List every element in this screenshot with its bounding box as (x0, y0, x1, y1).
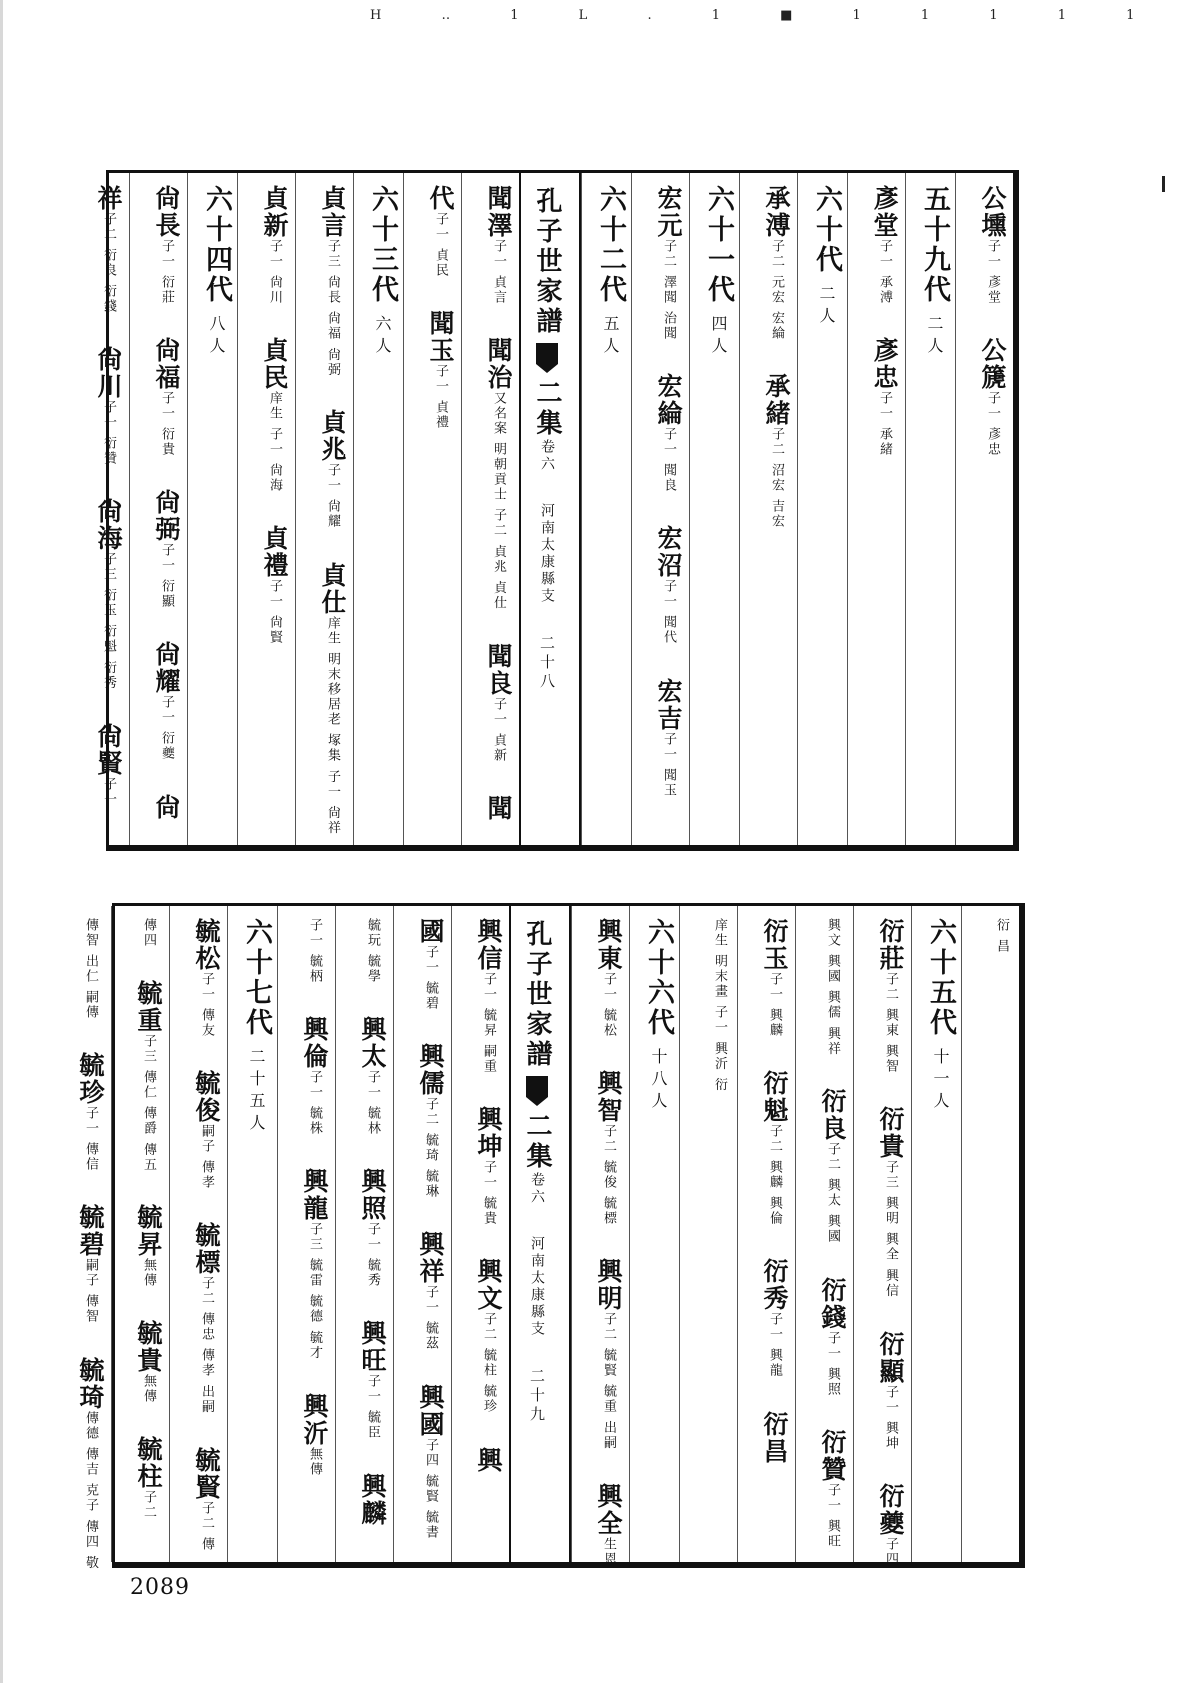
person-name: 興國 (416, 1383, 445, 1438)
person-note: 子二 傳忠 傳孝 出嗣 (199, 1276, 214, 1415)
person-note: 子三 傳仁 傳爵 傳五 (141, 1034, 156, 1173)
person-entry (358, 1016, 387, 1168)
person-column (461, 173, 519, 845)
person-name: 彥忠 (870, 337, 899, 392)
generation-heading (689, 173, 739, 845)
person-column (961, 906, 1019, 1562)
person-note: 嗣子 傳孝 (199, 1124, 214, 1191)
person-note: 子一 尙川 (267, 239, 282, 306)
generation-heading (797, 173, 847, 845)
person-column (853, 906, 911, 1567)
person-name: 興明 (594, 1258, 623, 1313)
person-note: 庠生 明末畫 子一 興沂 衍 (712, 918, 727, 1093)
person-entry (300, 1168, 329, 1392)
person-entry (484, 642, 513, 795)
person-note: 子一 衍顯 (159, 543, 174, 610)
person-note: 子二 元宏 宏綸 (769, 239, 784, 342)
generation-label: 六十三代 (367, 185, 398, 305)
generation-label: 六十七代 (241, 918, 272, 1038)
person-name: 衍錢 (818, 1276, 847, 1331)
person-entry (134, 980, 163, 1204)
person-name: 宏元 (654, 185, 683, 239)
person-name: 尙賢 (94, 722, 123, 777)
person-note: 傳四 (141, 918, 156, 948)
person-name: 尙弼 (152, 489, 181, 544)
person-note: 子二 毓柱 毓珍 (481, 1312, 496, 1415)
person-entry (152, 793, 181, 853)
person-entry (654, 373, 683, 525)
person-entry (978, 185, 1007, 337)
person-name: 興龍 (300, 1168, 329, 1223)
person-name: 聞治 (484, 337, 513, 392)
person-note: 子三 尙長 尙福 尙弼 (325, 239, 340, 378)
person-entry (94, 185, 123, 346)
fish-tail-ornament (526, 1076, 548, 1106)
person-note: 子一 衍贊 (101, 400, 116, 467)
person-column (335, 906, 393, 1562)
person-entry (654, 185, 683, 373)
person-name: 公壎 (978, 185, 1007, 239)
person-name: 衍玉 (760, 918, 789, 972)
person-entry (152, 641, 181, 793)
person-note: 子一 興照 (825, 1330, 840, 1397)
person-name: 彥堂 (870, 185, 899, 239)
generation-heading (187, 173, 237, 845)
person-note: 生恩 (601, 1536, 616, 1567)
generation-heading (353, 173, 403, 845)
person-column (169, 906, 227, 1562)
person-column (53, 906, 111, 1571)
generation-heading (227, 906, 277, 1562)
person-entry (484, 185, 513, 337)
person-entry (300, 1016, 329, 1168)
person-name: 興信 (474, 918, 503, 972)
generation-label: 六十代 (811, 185, 842, 275)
person-note: 子一 毓碧 (423, 945, 438, 1012)
person-name: 衍昌 (760, 1410, 789, 1465)
person-name: 興祥 (416, 1231, 445, 1286)
person-name: 尙長 (152, 185, 181, 239)
person-entry (594, 1258, 623, 1482)
person-note: 子一 毓松 (601, 972, 616, 1039)
person-column (739, 173, 797, 845)
person-note: 子一 毓昇 嗣重 (481, 972, 496, 1075)
person-note: 子一 彥堂 (985, 239, 1000, 306)
person-note: 子一 傳友 (199, 972, 214, 1039)
person-name: 貞兆 (318, 409, 347, 464)
person-note: 子二 毓琦 毓琳 (423, 1097, 438, 1200)
person-column (631, 173, 689, 845)
page-number: 2089 (130, 1575, 190, 1600)
person-name: 聞 (484, 794, 513, 822)
person-note: 子二 興東 興智 (883, 972, 898, 1075)
person-entry (760, 1258, 789, 1410)
person-name: 衍夔 (876, 1482, 905, 1537)
person-entry (134, 1436, 163, 1552)
person-entry (192, 1222, 221, 1446)
person-entry (139, 918, 158, 980)
person-entry (192, 918, 221, 1070)
person-name: 尙川 (94, 346, 123, 401)
person-entry (876, 1482, 905, 1599)
person-entry (760, 918, 789, 1070)
person-entry (818, 1276, 847, 1429)
person-name: 毓琦 (76, 1356, 105, 1411)
person-name: 毓碧 (76, 1204, 105, 1259)
person-entry (978, 337, 1007, 489)
person-name: 公篪 (978, 337, 1007, 392)
person-note: 又名案 明朝貢士 子二 貞兆 貞仕 (491, 391, 506, 611)
person-entry (474, 1106, 503, 1258)
volume-label: 卷六 (529, 1172, 545, 1206)
person-name: 興照 (358, 1168, 387, 1223)
person-column (393, 906, 451, 1562)
person-name: 尙 (152, 793, 181, 821)
person-note: 子一 承溥 (877, 239, 892, 306)
generation-label: 五十九代 (919, 185, 950, 305)
person-name: 尙耀 (152, 641, 181, 696)
person-entry (81, 918, 100, 1052)
person-entry (260, 525, 289, 677)
person-column (737, 906, 795, 1562)
person-name: 貞仕 (318, 561, 347, 616)
person-note: 無傳 (141, 1374, 156, 1405)
person-note: 嗣子 傳智 (83, 1258, 98, 1325)
person-name: 衍魁 (760, 1070, 789, 1125)
person-column (111, 906, 169, 1562)
person-name: 興太 (358, 1016, 387, 1071)
person-note: 子一 傳信 (83, 1106, 98, 1173)
person-entry (876, 1106, 905, 1330)
collection-label: 二集 (522, 1112, 552, 1172)
person-column (237, 173, 295, 845)
person-name: 聞玉 (426, 310, 455, 365)
person-note: 毓玩 毓學 (365, 918, 380, 985)
person-entry (594, 918, 623, 1070)
person-note: 子二 傳 (199, 1500, 214, 1552)
person-entry (94, 722, 123, 839)
generation-count: 二人 (925, 315, 944, 359)
person-entry (474, 1446, 503, 1506)
person-name: 毓賢 (192, 1446, 221, 1501)
person-entry (876, 1330, 905, 1483)
person-entry (76, 1052, 105, 1204)
generation-count: 五人 (601, 315, 620, 359)
person-name: 貞民 (260, 337, 289, 392)
person-name: 衍顯 (876, 1330, 905, 1385)
person-note: 子二 毓賢 毓重 出嗣 (601, 1312, 616, 1451)
person-note: 子一 聞玉 (661, 731, 676, 798)
person-name: 衍良 (818, 1088, 847, 1143)
person-entry (416, 1383, 445, 1572)
generation-label: 六十四代 (201, 185, 232, 305)
cropped-header-strip: H ‥ 1 L . 1 ■ 1 1 1 1 1 (370, 8, 1163, 23)
person-name: 興沂 (300, 1392, 329, 1447)
branch-label: 河南太康縣支 (529, 1236, 545, 1338)
person-note: 子一 興麟 (767, 972, 782, 1039)
person-column (795, 906, 853, 1562)
person-entry (594, 1070, 623, 1258)
person-note: 子一 (101, 776, 116, 807)
person-entry (318, 185, 347, 409)
person-column (277, 906, 335, 1562)
person-name: 聞良 (484, 642, 513, 697)
person-note: 子一 興龍 (767, 1312, 782, 1379)
person-note: 庠生 子一 尙海 (267, 391, 282, 494)
person-column (71, 173, 129, 845)
person-note: 興文 興國 興儒 興祥 (825, 918, 840, 1057)
person-name: 興旺 (358, 1320, 387, 1375)
person-note: 子一 聞代 (661, 579, 676, 646)
person-name: 毓松 (192, 918, 221, 972)
person-note: 子二 興麟 興倫 (767, 1124, 782, 1227)
person-entry (260, 185, 289, 337)
folio-number: 二十九 (528, 1368, 546, 1425)
person-entry (426, 310, 455, 462)
person-entry (152, 185, 181, 337)
person-entry (192, 1446, 221, 1584)
person-name: 興文 (474, 1258, 503, 1313)
person-entry (484, 337, 513, 643)
person-column (403, 173, 461, 845)
person-entry (76, 1204, 105, 1356)
person-name: 宏綸 (654, 373, 683, 428)
person-entry (870, 185, 899, 337)
person-entry (426, 185, 455, 310)
person-entry (654, 677, 683, 830)
generation-count: 十八人 (649, 1048, 668, 1114)
person-entry (823, 918, 842, 1088)
person-note: 子一 衍貴 (159, 391, 174, 458)
person-entry (474, 918, 503, 1106)
person-note: 子一 毓貴 (481, 1160, 496, 1227)
person-name: 貞新 (260, 185, 289, 239)
person-entry (760, 1070, 789, 1258)
scan-mark (1162, 176, 1165, 192)
person-note: 子二 毓俊 毓標 (601, 1124, 616, 1227)
person-note: 子一 貞言 (491, 239, 506, 306)
person-entry (134, 1320, 163, 1436)
person-note: 衍 昌 (994, 918, 1009, 955)
person-entry (192, 1070, 221, 1222)
person-name: 尙海 (94, 498, 123, 553)
person-note: 子三 毓雷 毓德 毓才 (307, 1222, 322, 1361)
person-note: 子二 沼宏 吉宏 (769, 427, 784, 530)
person-note: 子三 衍玉 衍魁 衍秀 (101, 552, 116, 691)
person-note: 子一 貞民 (433, 212, 448, 279)
person-note: 子一 尙耀 (325, 463, 340, 530)
person-entry (358, 1320, 387, 1472)
person-entry (318, 561, 347, 868)
person-name: 興坤 (474, 1106, 503, 1161)
generation-label: 六十一代 (703, 185, 734, 305)
person-column (295, 173, 353, 845)
person-entry (762, 373, 791, 561)
person-name: 承溥 (762, 185, 791, 239)
person-entry (992, 918, 1011, 986)
generation-heading (581, 173, 631, 845)
person-column (679, 906, 737, 1562)
person-entry (318, 409, 347, 561)
person-note: 子一 毓林 (365, 1070, 380, 1137)
person-entry (94, 498, 123, 722)
book-title-banner (519, 173, 581, 845)
person-column (129, 173, 187, 845)
book-title-banner (509, 906, 571, 1562)
person-note: 子二 衍良 衍錢 (101, 212, 116, 315)
person-note: 子二 澤聞 治聞 (661, 239, 676, 342)
generation-heading (629, 906, 679, 1562)
person-name: 興儒 (416, 1043, 445, 1098)
person-note: 子二 興太 興國 (825, 1142, 840, 1245)
person-name: 貞禮 (260, 525, 289, 580)
generation-count: 二人 (817, 285, 836, 329)
person-name: 祥 (94, 185, 123, 212)
generation-label: 六十五代 (925, 918, 956, 1038)
person-entry (416, 1231, 445, 1383)
book-title: 孔子世家譜 (522, 920, 552, 1070)
person-entry (818, 1428, 847, 1581)
generation-label: 六十二代 (595, 185, 626, 305)
person-name: 尙福 (152, 337, 181, 392)
person-note: 子一 承緒 (877, 391, 892, 458)
person-entry (818, 1088, 847, 1276)
person-note: 子一 彥忠 (985, 391, 1000, 458)
upper-page (94, 170, 1019, 851)
person-entry (152, 337, 181, 489)
person-note: 子一 毓秀 (365, 1222, 380, 1289)
person-note: 子一 聞良 (661, 427, 676, 494)
scan-left-edge (0, 0, 3, 1683)
person-entry (305, 918, 324, 1016)
person-note: 子一 毓柄 (307, 918, 322, 985)
person-note: 子一 衍夔 (159, 695, 174, 762)
generation-count: 二十五人 (247, 1048, 266, 1136)
person-entry (594, 1482, 623, 1599)
person-entry (710, 918, 729, 1125)
person-note: 子一 興旺 (825, 1482, 840, 1549)
person-name: 宏沼 (654, 525, 683, 580)
folio-number: 二十八 (538, 635, 556, 692)
person-entry (416, 918, 445, 1043)
person-name: 毓貴 (134, 1320, 163, 1375)
person-note: 無傳 (141, 1258, 156, 1289)
lower-page (76, 903, 1025, 1571)
person-entry (76, 1356, 105, 1603)
person-name: 毓重 (134, 980, 163, 1034)
person-entry (358, 1168, 387, 1320)
fish-tail-ornament (536, 343, 558, 373)
person-note: 子四 (883, 1536, 898, 1567)
person-name: 貞言 (318, 185, 347, 239)
person-note: 子一 毓株 (307, 1070, 322, 1137)
generation-heading (905, 173, 955, 845)
person-column (847, 173, 905, 845)
generation-count: 六人 (373, 315, 392, 359)
generation-label: 六十六代 (643, 918, 674, 1038)
person-note: 傳德 傳吉 克子 傳四 敬 (83, 1410, 98, 1571)
person-note: 子三 興明 興全 興信 (883, 1160, 898, 1299)
person-name: 興東 (594, 918, 623, 972)
person-name: 衍秀 (760, 1258, 789, 1313)
person-column (955, 173, 1013, 845)
person-entry (762, 185, 791, 373)
person-name: 毓昇 (134, 1204, 163, 1259)
person-name: 毓俊 (192, 1070, 221, 1125)
generation-count: 八人 (207, 315, 226, 359)
generation-count: 四人 (709, 315, 728, 359)
person-name: 興全 (594, 1482, 623, 1537)
person-note: 庠生 明末移居老 塚集 子一 尙祥 (325, 615, 340, 836)
collection-label: 二集 (532, 379, 562, 439)
person-name: 興 (474, 1446, 503, 1474)
person-note: 子一 衍莊 (159, 239, 174, 306)
person-name: 毓柱 (134, 1436, 163, 1491)
person-entry (416, 1043, 445, 1231)
volume-label: 卷六 (539, 439, 555, 473)
branch-label: 河南太康縣支 (539, 503, 555, 605)
person-note: 傳智 出仁 嗣傳 (83, 918, 98, 1021)
person-entry (474, 1258, 503, 1446)
person-name: 興倫 (300, 1016, 329, 1071)
person-note: 子四 毓賢 毓書 (423, 1437, 438, 1540)
person-entry (260, 337, 289, 525)
person-name: 興智 (594, 1070, 623, 1125)
person-entry (484, 794, 513, 854)
generation-heading (911, 906, 961, 1562)
person-name: 代 (426, 185, 455, 212)
person-note: 子一 貞新 (491, 696, 506, 763)
person-entry (152, 489, 181, 641)
person-note: 子一 毓茲 (423, 1285, 438, 1352)
person-name: 衍莊 (876, 918, 905, 972)
person-name: 興麟 (358, 1472, 387, 1527)
person-name: 聞澤 (484, 185, 513, 239)
person-entry (94, 346, 123, 498)
person-name: 承緒 (762, 373, 791, 428)
person-note: 無傳 (307, 1446, 322, 1477)
person-entry (876, 918, 905, 1106)
person-entry (363, 918, 382, 1016)
person-entry (870, 337, 899, 489)
person-name: 毓珍 (76, 1052, 105, 1107)
person-note: 子一 尙賢 (267, 579, 282, 646)
person-name: 衍贊 (818, 1428, 847, 1483)
person-entry (654, 525, 683, 677)
person-name: 衍貴 (876, 1106, 905, 1161)
person-name: 國 (416, 918, 445, 945)
person-entry (358, 1472, 387, 1559)
person-entry (134, 1204, 163, 1320)
person-name: 毓標 (192, 1222, 221, 1277)
person-note: 子一 興坤 (883, 1384, 898, 1451)
book-title: 孔子世家譜 (532, 187, 562, 337)
person-name: 宏吉 (654, 677, 683, 732)
person-note: 子一 毓臣 (365, 1374, 380, 1441)
person-column (571, 906, 629, 1567)
generation-count: 十一人 (931, 1048, 950, 1114)
person-column (451, 906, 509, 1562)
person-note: 子一 貞禮 (433, 364, 448, 431)
person-entry (760, 1410, 789, 1497)
person-entry (300, 1392, 329, 1509)
person-note: 子二 (141, 1490, 156, 1521)
